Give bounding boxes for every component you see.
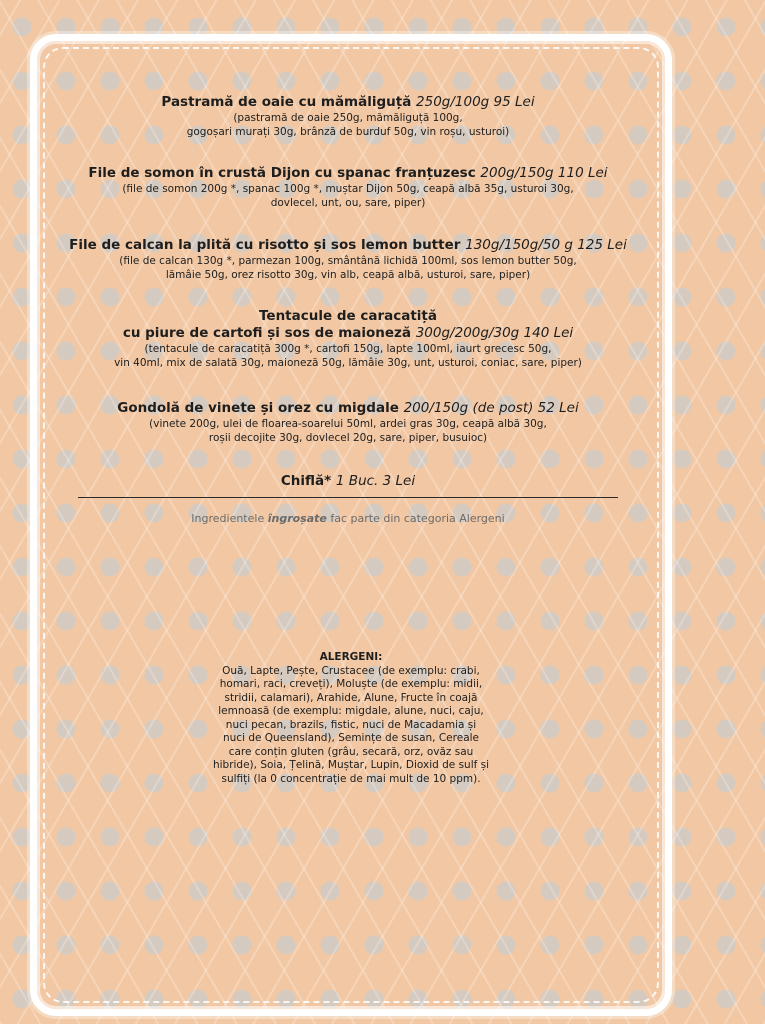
dish-title [48,325,648,342]
dish-caracatita [48,308,648,370]
dish-description-line: vin 40ml, mix de salată 30g, maioneză 50g, lămâie 30g, unt, usturoi, coniac, sare, piper) [114,357,582,369]
allergens-line: sulfiți (la 0 concentrație de mai mult de 10 ppm). [221,772,481,785]
dish-title [48,165,648,182]
dish-title [48,400,648,417]
dish-spec: 1 Buc. 3 Lei [335,473,416,489]
allergen-note-after: fac parte din categoria Alergeni [326,512,505,525]
dish-pastrama [48,94,648,139]
allergens-line: stridii, calamari), Arahide, Alune, Fructe în coajă [224,691,478,704]
dish-title [48,473,648,490]
dish-description-line: (file de calcan 130g *, parmezan 100g, smântână lichidă 100ml, sos lemon butter 50g, [119,255,577,267]
allergens-line: nuci pecan, brazils, fistic, nuci de Macadamia și [225,718,477,731]
dish-name: File de calcan la plită cu risotto și sos lemon butter [69,237,461,253]
allergens-line: hibride), Soia, Țelină, Muștar, Lupin, Dioxid de sulf și [212,759,490,771]
dish-title [48,94,648,111]
dish-description-line: lămâie 50g, orez risotto 30g, vin alb, ceapă albă, usturoi, sare, piper) [165,269,531,281]
dish-description-line: (file de somon 200g *, spanac 100g *, muștar Dijon 50g, ceapă albă 35g, usturoi 30g, [122,183,574,195]
dish-somon [48,165,648,210]
dish-title-line1: Tentacule de caracatiță [259,308,437,324]
allergens-line: Ouă, Lapte, Pește, Crustacee (de exemplu: crabi, [222,664,480,677]
allergen-note-bold: îngroșate [267,512,327,525]
allergens-line: homari, raci, creveți), Moluște (de exemplu: midii, [219,678,483,690]
dish-name: cu piure de cartofi și sos de maioneză [122,325,412,341]
dish-spec: 130g/150g/50 g 125 Lei [465,237,627,253]
dish-name: Pastramă de oaie cu mămăliguță [161,94,412,110]
dish-spec: 200g/150g 110 Lei [480,165,608,181]
dish-description-line: roșii decojite 30g, dovlecel 20g, sare, piper, busuioc) [208,432,488,444]
section-divider [78,497,618,498]
dish-calcan [48,237,648,282]
dish-title [48,237,648,254]
dish-spec: 300g/200g/30g 140 Lei [415,325,574,341]
dish-description-line: (vinete 200g, ulei de floarea-soarelui 50ml, ardei gras 30g, ceapă albă 30g, [149,418,547,430]
allergens-line: lemnoasă (de exemplu: migdale, alune, nuci, caju, [218,705,484,717]
allergen-note [48,512,648,525]
dish-name: Chiflă* [280,473,332,489]
allergens-block [196,651,506,786]
dish-name: Gondolă de vinete și orez cu migdale [117,400,399,416]
dish-spec: 250g/100g 95 Lei [416,94,535,110]
dish-description-line: (pastramă de oaie 250g, mămăliguță 100g, [233,112,463,124]
dish-gondola [48,400,648,445]
allergen-note-before: Ingredientele [191,512,268,525]
dish-chifla [48,473,648,490]
dish-name: File de somon în crustă Dijon cu spanac franțuzesc [88,165,476,181]
dish-description-line: (tentacule de caracatiță 300g *, cartofi 150g, lapte 100ml, iaurt grecesc 50g, [144,343,552,355]
dish-description-line: dovlecel, unt, ou, sare, piper) [270,197,426,209]
dish-spec: 200/150g (de post) 52 Lei [403,400,579,416]
allergens-line: nuci de Queensland), Semințe de susan, Cereale [222,732,480,744]
allergens-line: care conțin gluten (grâu, secară, orz, ovăz sau [228,745,474,758]
dish-description-line: gogoșari murați 30g, brânză de burduf 50g, vin roșu, usturoi) [186,126,510,138]
allergens-title: ALERGENI: [319,651,383,663]
